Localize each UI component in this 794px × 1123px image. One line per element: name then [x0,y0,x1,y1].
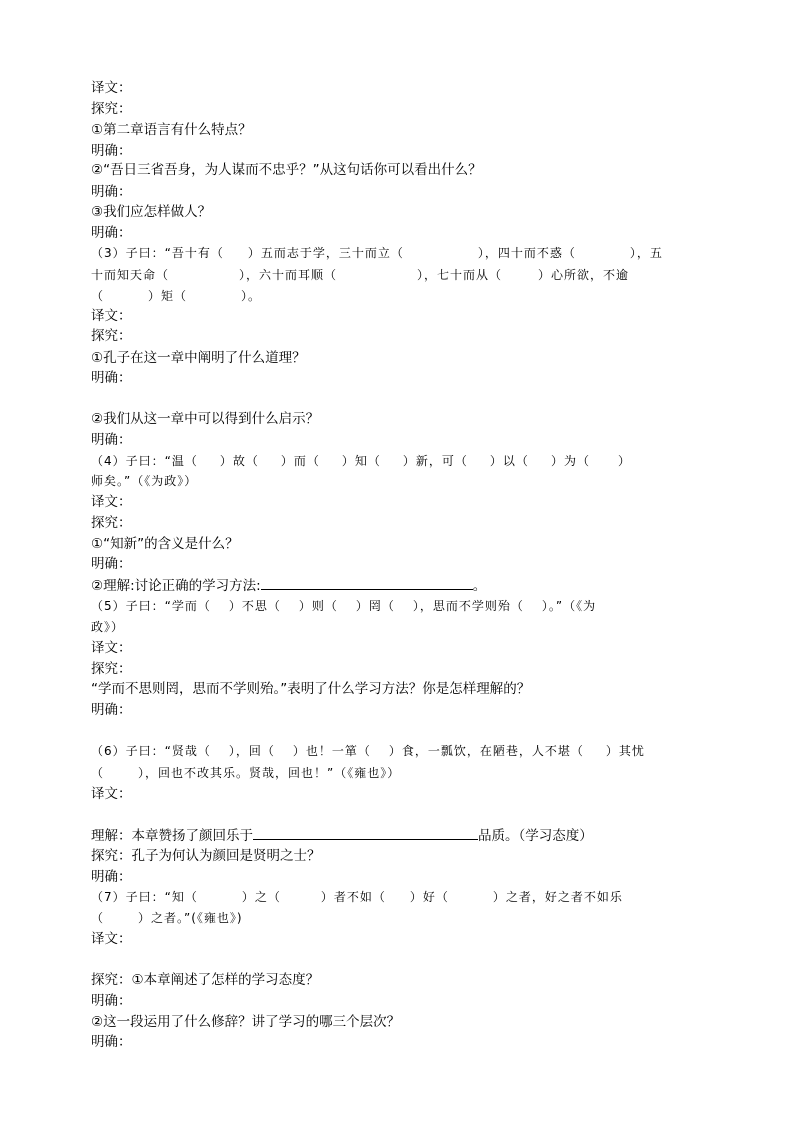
doc-fragment: ）者不如（ [320,890,386,904]
doc-fragment: ）之（ [241,890,281,904]
doc-line: 探究： [91,101,132,117]
doc-line: 明确： [91,556,132,572]
doc-line: ③我们应怎样做人？ [91,204,212,220]
doc-line: 明确： [91,225,132,241]
doc-fragment: ）为（ [550,454,590,468]
doc-line: 明确： [91,370,132,386]
doc-fragment: ）之者，好之者不如乐 [492,890,623,904]
doc-fragment: ）故（ [219,454,259,468]
doc-fragment: ）知（ [341,454,381,468]
doc-line: ①第二章语言有什么特点？ [91,122,252,138]
doc-fragment: ）以（ [489,454,529,468]
doc-fragment: ） [617,454,631,468]
doc-fragment: ）新，可（ [402,454,468,468]
doc-line: 明确： [91,184,132,200]
doc-line: 探究：①本章阐述了怎样的学习态度？ [91,972,320,988]
doc-line: ②这一段运用了什么修辞？讲了学习的哪三个层次？ [91,1014,401,1030]
doc-fragment: ），五 [629,246,663,260]
doc-fragment: （ [91,766,105,780]
quote-line [91,598,711,614]
doc-fragment: （3）子曰：“吾十有（ [91,246,224,260]
doc-fragment: ）不思（ [228,599,281,613]
doc-fragment: ）好（ [409,890,449,904]
doc-fragment: ）矩（ [148,289,188,303]
quote-line [91,288,711,304]
quote-line: 政》） [91,620,125,634]
doc-fragment: （ [91,911,105,925]
doc-fragment: ）而（ [280,454,320,468]
doc-line: 译文： [91,931,132,947]
doc-line: ①“知新”的含义是什么？ [91,536,239,552]
doc-fragment: 理解：本章赞扬了颜回乐于 [91,828,253,844]
doc-fragment: ）食，一瓢饮，在陋巷，人不堪（ [388,744,584,758]
doc-fragment: 。 [472,578,487,594]
doc-fragment: ）罔（ [355,599,395,613]
doc-line: 探究： [91,328,132,344]
doc-fragment: ），回也不改其乐。贤哉，回也！”（《雍也》） [138,766,401,780]
doc-fragment: （ [91,289,105,303]
doc-line: “学而不思则罔，思而不学则殆。”表明了什么学习方法？你是怎样理解的？ [91,681,531,697]
doc-line: 明确： [91,702,132,718]
doc-fragment: （6）子曰：“贤哉（ [91,744,211,758]
doc-line: 明确： [91,432,132,448]
doc-fragment: （4）子曰：“温（ [91,454,198,468]
doc-fragment: （5）子曰：“学而（ [91,599,211,613]
doc-line: 明确： [91,143,132,159]
doc-fragment: ），七十而从（ [417,268,503,282]
doc-line: 探究：孔子为何认为颜回是贤明之士？ [91,848,321,864]
doc-fragment: 品质。（学习态度） [478,828,593,844]
doc-fragment: ）五而志于学，三十而立（ [247,246,404,260]
doc-line: ②我们从这一章中可以得到什么启示？ [91,411,320,427]
doc-line [91,827,711,844]
doc-line: 探究： [91,515,132,531]
doc-line: 译文： [91,308,132,324]
quote-line: 师矣。”（《为政》） [91,474,198,488]
doc-fragment: ），回（ [228,744,275,758]
answer-blank [253,827,478,840]
doc-line: 译文： [91,640,132,656]
quote-line [91,765,711,781]
doc-fragment: ），四十而不惑（ [477,246,576,260]
quote-line [91,889,711,905]
quote-line [91,267,711,283]
doc-fragment: ）之者。”(《雍也》) [138,911,243,925]
doc-line: 明确： [91,869,132,885]
doc-line: ②“吾日三省吾身，为人谋而不忠乎？”从这句话你可以看出什么？ [91,162,482,178]
doc-line [91,577,711,594]
doc-line: 译文： [91,494,132,510]
quote-line [91,245,711,261]
doc-fragment: 十而知天命（ [91,268,170,282]
doc-fragment: ）心所欲，不逾 [538,268,630,282]
doc-fragment: （7）子曰：“知（ [91,890,198,904]
doc-fragment: ），思而不学则殆（ [412,599,524,613]
doc-line: 译文： [91,786,132,802]
doc-fragment: ）其忧 [605,744,645,758]
doc-fragment: ②理解:讨论正确的学习方法: [91,578,261,594]
doc-line: ①孔子在这一章中阐明了什么道理？ [91,350,306,366]
doc-fragment: ），六十而耳顺（ [239,268,338,282]
doc-line: 译文： [91,80,132,96]
doc-line: 明确： [91,1034,132,1050]
doc-line: 探究： [91,661,132,677]
answer-blank [261,577,473,590]
doc-fragment: ）。 [241,289,262,303]
quote-line [91,910,711,926]
doc-fragment: ）则（ [298,599,338,613]
doc-fragment: ）。”（《为 [541,599,597,613]
quote-line [91,453,711,469]
quote-line [91,743,711,759]
doc-line: 明确： [91,993,132,1009]
doc-fragment: ）也！一箪（ [292,744,371,758]
